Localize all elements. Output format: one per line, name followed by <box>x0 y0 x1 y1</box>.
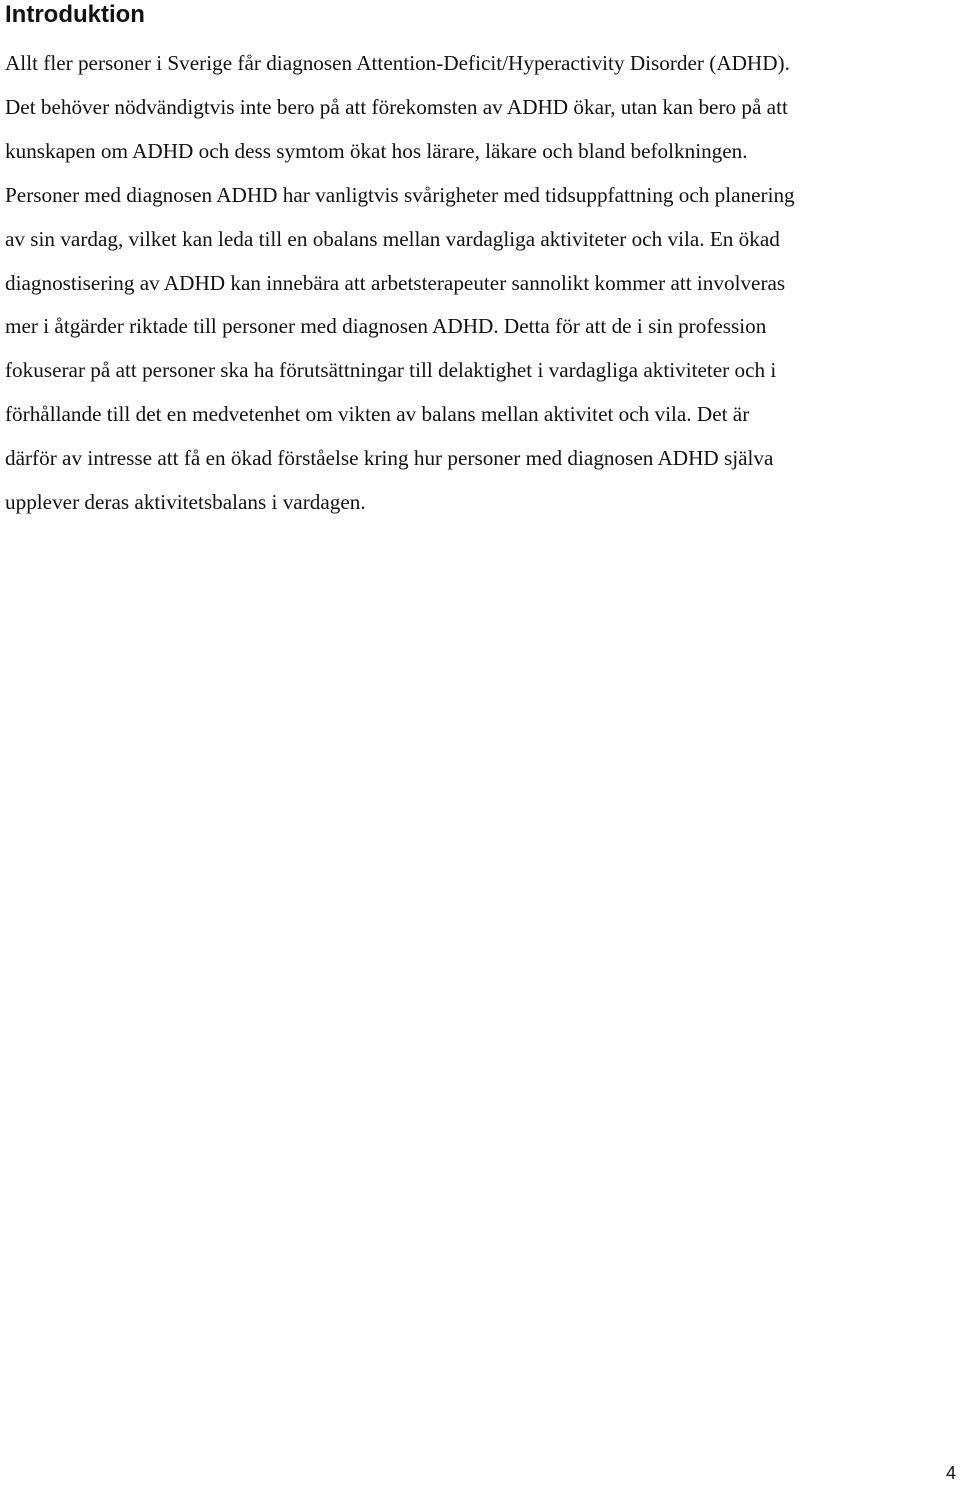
paragraph-line: kunskapen om ADHD och dess symtom ökat hos lärare, läkare och bland befolkningen. <box>5 138 748 163</box>
paragraph-line: förhållande till det en medvetenhet om vikten av balans mellan aktivitet och vila. Det är <box>5 402 750 427</box>
paragraph-line: diagnostisering av ADHD kan innebära att arbetsterapeuter sannolikt kommer att involveras <box>5 270 786 295</box>
paragraph-line: upplever deras aktivitetsbalans i vardagen. <box>5 490 366 515</box>
paragraph-line: Personer med diagnosen ADHD har vanligtvis svårigheter med tidsuppfattning och planering <box>5 182 795 207</box>
introduction-paragraph <box>5 42 955 525</box>
paragraph-line: mer i åtgärder riktade till personer med diagnosen ADHD. Detta för att de i sin profession <box>5 314 767 339</box>
paragraph-line: av sin vardag, vilket kan leda till en obalans mellan vardagliga aktiviteter och vila. En ökad <box>5 226 780 251</box>
paragraph-line: Allt fler personer i Sverige får diagnosen Attention-Deficit/Hyperactivity Disorder (ADHD). <box>5 51 790 75</box>
paragraph-line: Det behöver nödvändigtvis inte bero på att förekomsten av ADHD ökar, utan kan bero på att <box>5 94 788 119</box>
paragraph-line: fokuserar på att personer ska ha förutsättningar till delaktighet i vardagliga aktiviteter och i <box>5 358 777 383</box>
paragraph-line: därför av intresse att få en ökad förståelse kring hur personer med diagnosen ADHD själva <box>5 446 774 471</box>
section-heading: Introduktion <box>5 1 145 28</box>
page-number: 4 <box>945 1463 956 1483</box>
